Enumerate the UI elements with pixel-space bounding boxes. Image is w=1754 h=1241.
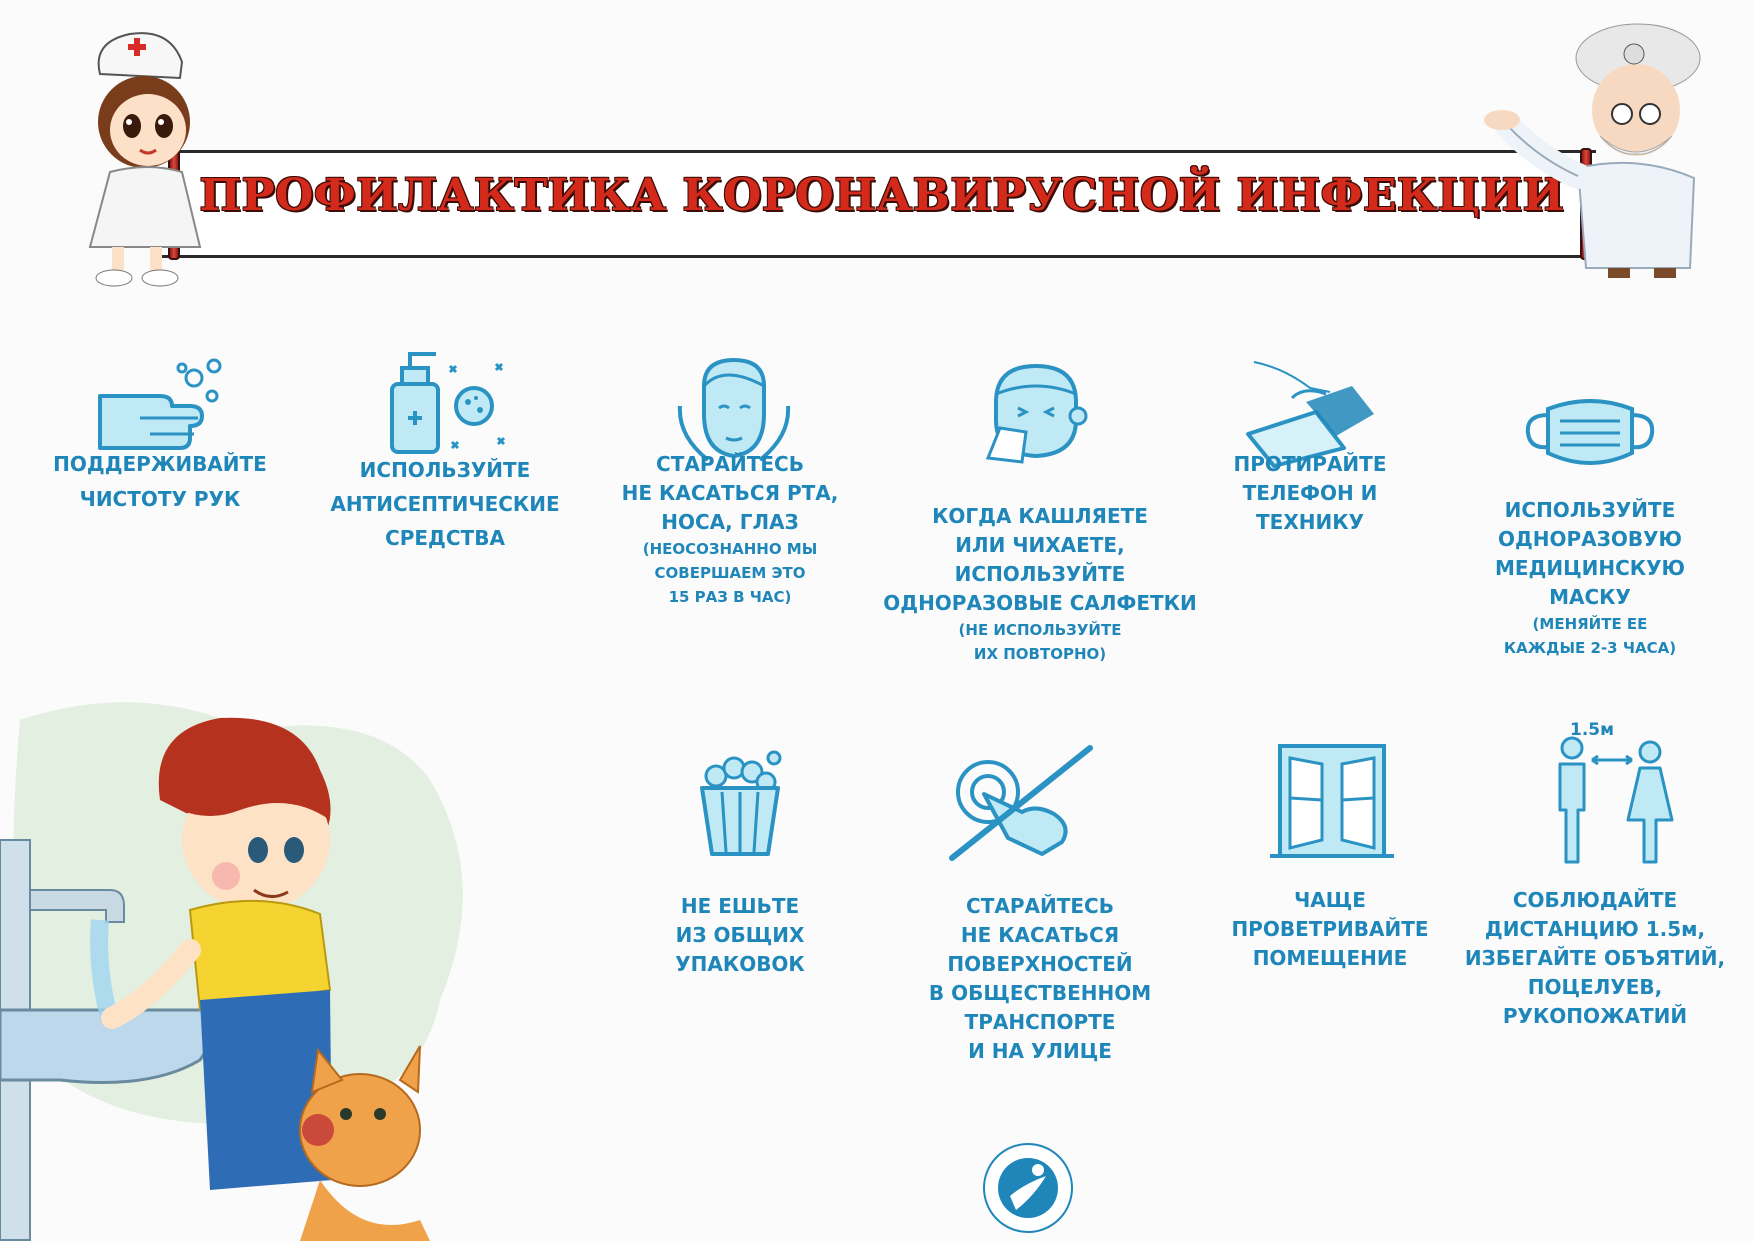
open-window-icon: [1262, 740, 1402, 862]
tip-line: ИЛИ ЧИХАЕТЕ,: [955, 533, 1125, 557]
tip-line: ОДНОРАЗОВУЮ: [1497, 527, 1683, 551]
tip-line: ЧАЩЕ: [1294, 888, 1366, 912]
tip-surfaces-caption: [880, 892, 1200, 1066]
nurse-illustration-icon: [70, 22, 220, 290]
tip-line: ПОВЕРХНОСТЕЙ: [947, 952, 1133, 976]
tip-line: НЕ КАСАТЬСЯ РТА,: [621, 481, 839, 505]
tip-line: УПАКОВОК: [675, 952, 805, 976]
tip-line: ЧИСТОТУ РУК: [79, 487, 241, 511]
tip-line: ИЗ ОБЩИХ: [675, 923, 805, 947]
tip-phone-caption: [1180, 450, 1440, 537]
no-touch-icon: [944, 742, 1094, 864]
tip-line: ПОМЕЩЕНИЕ: [1252, 946, 1408, 970]
tip-line: ПОЦЕЛУЕВ,: [1527, 975, 1663, 999]
sanitizer-spray-icon: [378, 346, 518, 456]
tip-line: ИСПОЛЬЗУЙТЕ: [954, 562, 1126, 586]
tip-line: ПРОВЕТРИВАЙТЕ: [1231, 917, 1429, 941]
tip-sanitizer-caption: [320, 453, 570, 555]
tip-popcorn-caption: [610, 892, 870, 979]
tip-line: СТАРАЙТЕСЬ: [966, 894, 1114, 918]
tip-hands-caption: [40, 450, 280, 514]
popcorn-icon: [670, 748, 810, 858]
tip-line: СРЕДСТВА: [385, 526, 505, 550]
tip-line: ТЕХНИКУ: [1256, 510, 1364, 534]
doctor-illustration-icon: [1458, 18, 1708, 286]
tip-line: АНТИСЕПТИЧЕСКИЕ: [330, 492, 560, 516]
medical-prevention-center-logo: [980, 1140, 1076, 1236]
tip-line: В ОБЩЕСТВЕННОМ: [928, 981, 1152, 1005]
tip-line: ТРАНСПОРТЕ: [964, 1010, 1116, 1034]
tip-note: КАЖДЫЕ 2-3 ЧАСА): [1503, 639, 1677, 657]
sneeze-tissue-icon: [966, 358, 1106, 468]
tip-line: И НА УЛИЦЕ: [968, 1039, 1112, 1063]
tip-line: РУКОПОЖАТИЙ: [1502, 1004, 1688, 1028]
tip-line: МАСКУ: [1549, 585, 1631, 609]
social-distance-icon: [1548, 720, 1678, 866]
tip-note: (НЕ ИСПОЛЬЗУЙТЕ: [958, 621, 1122, 639]
tip-mask-caption: [1460, 496, 1720, 660]
boy-washing-hands-illustration-icon: [0, 700, 500, 1241]
tip-line: КОГДА КАШЛЯЕТЕ: [932, 504, 1148, 528]
tip-line: ИСПОЛЬЗУЙТЕ: [359, 458, 531, 482]
tip-line: ДИСТАНЦИЮ 1.5м,: [1484, 917, 1706, 941]
tip-line: ИЗБЕГАЙТЕ ОБЪЯТИЙ,: [1464, 946, 1726, 970]
tip-note: ИХ ПОВТОРНО): [973, 645, 1107, 663]
distance-label: 1.5м: [1569, 720, 1614, 740]
tip-line: ПОДДЕРЖИВАЙТЕ: [53, 452, 267, 476]
tip-note: СОВЕРШАЕМ ЭТО: [654, 564, 806, 582]
tip-line: НЕ ЕШЬТЕ: [680, 894, 800, 918]
tip-line: ПРОТИРАЙТЕ: [1233, 452, 1387, 476]
tip-line: НЕ КАСАТЬСЯ: [960, 923, 1120, 947]
tip-note: 15 РАЗ В ЧАС): [668, 588, 792, 606]
tip-line: ИСПОЛЬЗУЙТЕ: [1504, 498, 1676, 522]
tip-sneeze-caption: [880, 502, 1200, 666]
medical-mask-icon: [1520, 378, 1660, 488]
tip-line: МЕДИЦИНСКУЮ: [1494, 556, 1686, 580]
page-title: ПРОФИЛАКТИКА КОРОНАВИРУСНОЙ ИНФЕКЦИИ: [199, 170, 1565, 221]
tip-note: (НЕОСОЗНАННО МЫ: [642, 540, 818, 558]
tip-line: СТАРАЙТЕСЬ: [656, 452, 804, 476]
tip-distance-caption: [1440, 886, 1750, 1031]
tip-face-caption: [590, 450, 870, 609]
tip-line: ТЕЛЕФОН И: [1242, 481, 1378, 505]
tip-window-caption: [1200, 886, 1460, 973]
tip-note: (МЕНЯЙТЕ ЕЕ: [1532, 615, 1648, 633]
tip-line: СОБЛЮДАЙТЕ: [1512, 888, 1678, 912]
tip-line: НОСА, ГЛАЗ: [661, 510, 799, 534]
tip-line: ОДНОРАЗОВЫЕ САЛФЕТКИ: [883, 591, 1197, 615]
